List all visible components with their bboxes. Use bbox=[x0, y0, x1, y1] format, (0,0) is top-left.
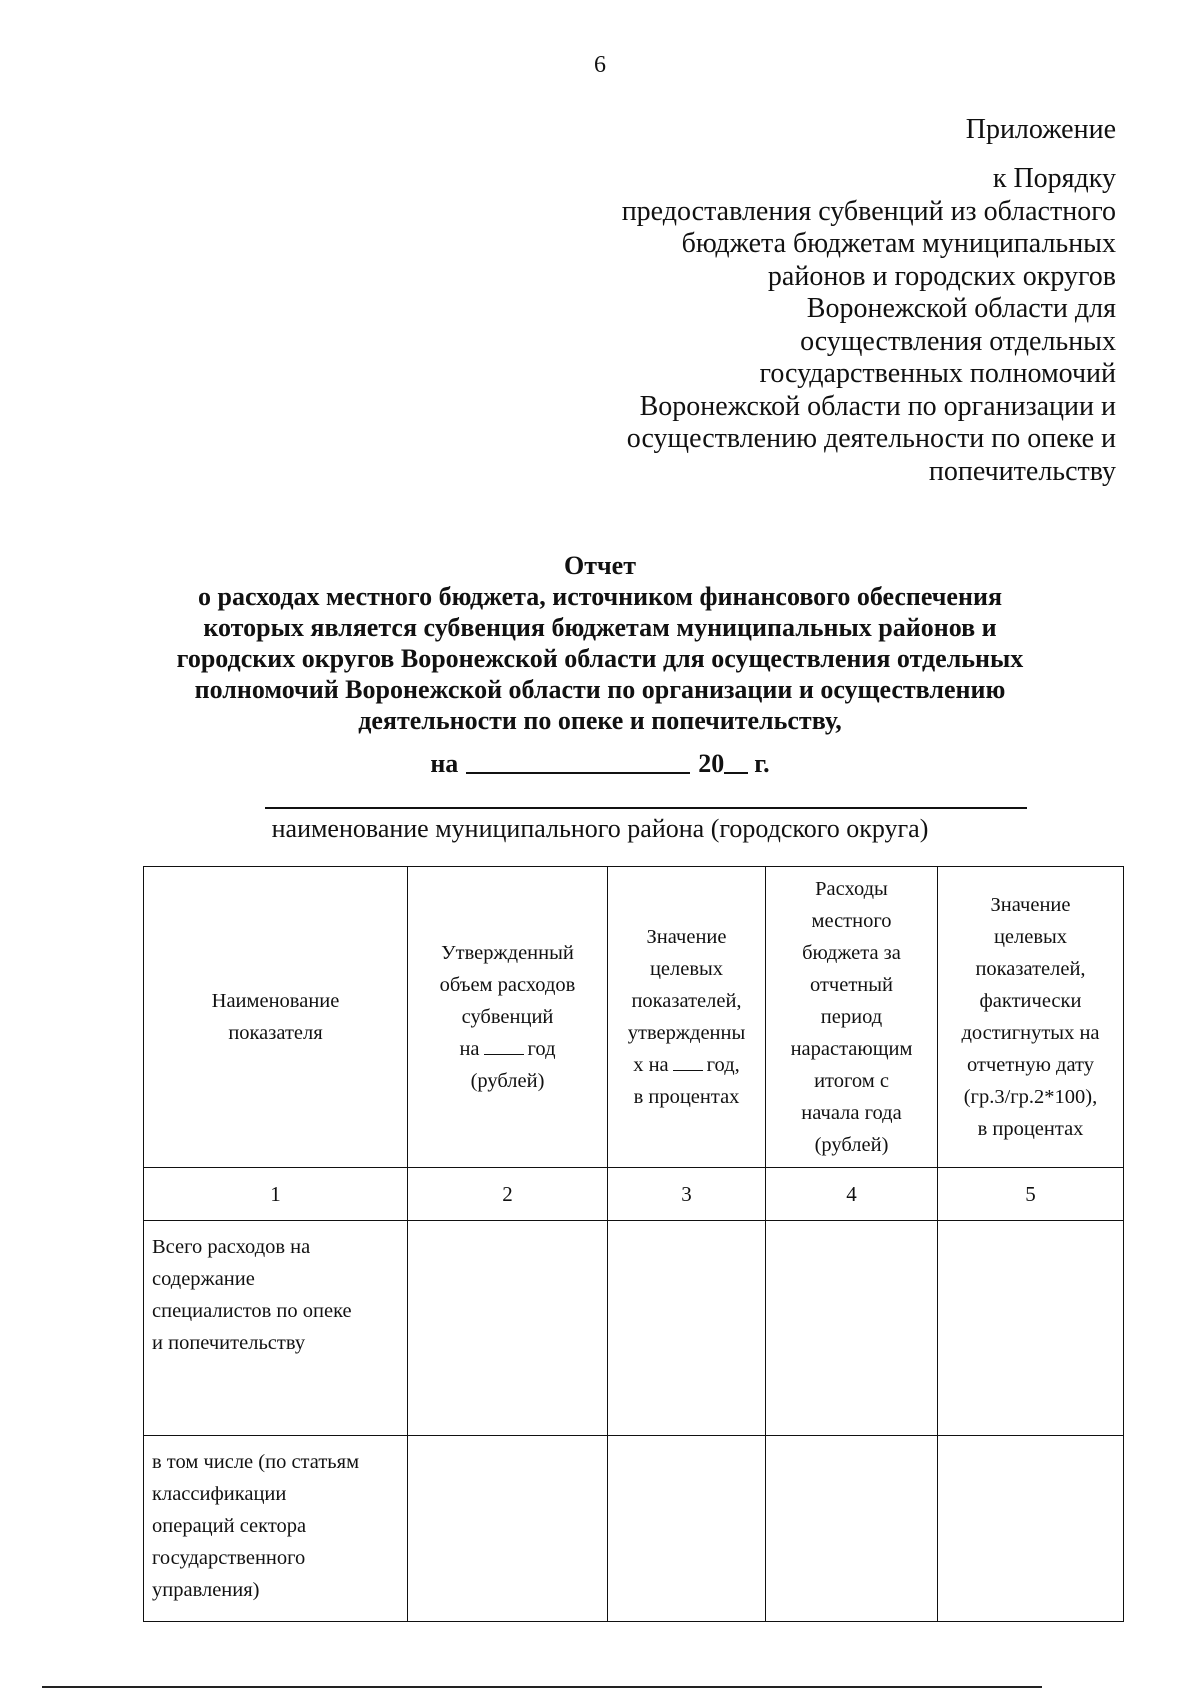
report-subtitle-line: которых является субвенция бюджетам муниципальных районов и bbox=[203, 613, 997, 642]
appendix-reference-line: районов и городских округов bbox=[767, 260, 1116, 292]
header-text-line: в процентах bbox=[633, 1086, 740, 1108]
header-text-line: показателя bbox=[228, 1022, 323, 1044]
header-indicator-name bbox=[144, 867, 408, 1168]
report-date-line bbox=[0, 748, 1200, 780]
row-label bbox=[144, 1221, 408, 1436]
header-text-line: показателей, bbox=[631, 990, 742, 1012]
row-label-line: и попечительству bbox=[152, 1332, 306, 1354]
header-text-line: утвержденны bbox=[627, 1022, 746, 1044]
header-text-line: бюджета за bbox=[802, 942, 901, 964]
table-header-row bbox=[144, 867, 1124, 1168]
column-number: 4 bbox=[766, 1168, 938, 1221]
header-text-line: (рублей) bbox=[470, 1070, 545, 1092]
appendix-reference-line: осуществлению деятельности по опеке и bbox=[626, 423, 1116, 454]
appendix-reference-line: к Порядку bbox=[992, 163, 1116, 194]
header-text-line: объем расходов bbox=[439, 974, 576, 996]
header-text-line: фактически bbox=[979, 990, 1082, 1012]
empty-cell[interactable] bbox=[608, 1221, 766, 1436]
municipality-blank-line[interactable] bbox=[265, 807, 1027, 809]
header-text-line: целевых bbox=[649, 958, 724, 980]
header-text-line bbox=[612, 1049, 761, 1081]
row-label-line: в том числе (по статьям bbox=[152, 1451, 360, 1473]
header-text-line: в процентах bbox=[977, 1118, 1084, 1140]
row-label-line: операций сектора bbox=[152, 1515, 307, 1537]
year-blank[interactable] bbox=[724, 772, 748, 774]
header-local-expenses bbox=[766, 867, 938, 1168]
row-label-line: классификации bbox=[152, 1483, 287, 1505]
page-number: 6 bbox=[594, 52, 606, 78]
year-blank[interactable] bbox=[673, 1070, 703, 1071]
date-year-prefix: 20 bbox=[698, 749, 725, 778]
header-text-line: нарастающим bbox=[790, 1038, 913, 1060]
report-subtitle-line: городских округов Воронежской области для осуществления отдельных bbox=[176, 644, 1024, 673]
row-label bbox=[144, 1436, 408, 1622]
appendix-reference-line: Воронежской области для bbox=[806, 293, 1116, 324]
header-target-approved bbox=[608, 867, 766, 1168]
report-table bbox=[143, 866, 1124, 1622]
header-text-line: (гр.3/гр.2*100), bbox=[963, 1086, 1098, 1108]
header-text-line: итогом с bbox=[814, 1070, 889, 1092]
row-label-line: содержание bbox=[152, 1268, 255, 1290]
column-number: 5 bbox=[938, 1168, 1124, 1221]
table-row bbox=[144, 1221, 1124, 1436]
appendix-reference-line: бюджета бюджетам муниципальных bbox=[681, 228, 1116, 259]
row-label-line: Всего расходов на bbox=[152, 1236, 311, 1258]
footer-rule bbox=[42, 1686, 1042, 1688]
report-subtitle-line: деятельности по опеке и попечительству, bbox=[358, 706, 842, 735]
header-text-line: местного bbox=[811, 910, 892, 932]
municipality-caption: наименование муниципального района (городского округа) bbox=[271, 814, 929, 843]
column-number: 3 bbox=[608, 1168, 766, 1221]
header-text-line: Наименование bbox=[211, 990, 340, 1012]
empty-cell[interactable] bbox=[766, 1221, 938, 1436]
year-blank[interactable] bbox=[484, 1054, 524, 1055]
appendix-reference-line: государственных полномочий bbox=[759, 358, 1116, 389]
date-blank[interactable] bbox=[466, 772, 690, 774]
header-text-line: отчетный bbox=[809, 974, 894, 996]
report-title: Отчет bbox=[564, 551, 636, 580]
column-number-row bbox=[144, 1168, 1124, 1221]
header-approved-subvention bbox=[408, 867, 608, 1168]
header-text-line: Утвержденный bbox=[441, 942, 574, 964]
header-text-fragment: х на bbox=[633, 1054, 669, 1076]
header-text-line: субвенций bbox=[461, 1006, 554, 1028]
header-text-line: целевых bbox=[993, 926, 1068, 948]
header-text-line: начала года bbox=[801, 1102, 902, 1124]
column-number: 1 bbox=[144, 1168, 408, 1221]
header-text-line bbox=[412, 1033, 603, 1065]
header-text-fragment: год bbox=[527, 1038, 556, 1060]
date-prefix: на bbox=[430, 749, 459, 778]
header-text-line: Значение bbox=[646, 926, 727, 948]
appendix-reference-line: осуществления отдельных bbox=[800, 325, 1116, 357]
empty-cell[interactable] bbox=[938, 1436, 1124, 1622]
appendix-reference-line: Воронежской области по организации и bbox=[639, 390, 1116, 422]
empty-cell[interactable] bbox=[408, 1436, 608, 1622]
header-text-line: показателей, bbox=[975, 958, 1086, 980]
table-row bbox=[144, 1436, 1124, 1622]
appendix-reference bbox=[556, 163, 1116, 488]
empty-cell[interactable] bbox=[608, 1436, 766, 1622]
header-text-fragment: год, bbox=[706, 1054, 740, 1076]
header-text-line: (рублей) bbox=[814, 1134, 889, 1156]
appendix-reference-line: попечительству bbox=[928, 455, 1116, 487]
header-text-line: Значение bbox=[990, 894, 1071, 916]
report-heading bbox=[0, 550, 1200, 736]
header-text-line: Расходы bbox=[815, 878, 888, 900]
empty-cell[interactable] bbox=[408, 1221, 608, 1436]
header-target-achieved bbox=[938, 867, 1124, 1168]
appendix-title: Приложение bbox=[965, 114, 1116, 145]
header-text-line: период bbox=[820, 1006, 883, 1028]
row-label-line: государственного bbox=[152, 1547, 306, 1569]
header-text-line: отчетную дату bbox=[967, 1054, 1094, 1076]
header-text-line: достигнутых на bbox=[961, 1022, 1100, 1044]
row-label-line: управления) bbox=[152, 1579, 260, 1601]
header-text-fragment: на bbox=[459, 1038, 480, 1060]
column-number: 2 bbox=[408, 1168, 608, 1221]
empty-cell[interactable] bbox=[766, 1436, 938, 1622]
report-subtitle-line: полномочий Воронежской области по организации и осуществлению bbox=[194, 675, 1006, 704]
report-subtitle-line: о расходах местного бюджета, источником финансового обеспечения bbox=[197, 582, 1003, 611]
row-label-line: специалистов по опеке bbox=[152, 1300, 352, 1322]
date-suffix: г. bbox=[754, 749, 770, 778]
empty-cell[interactable] bbox=[938, 1221, 1124, 1436]
appendix-reference-line: предоставления субвенций из областного bbox=[621, 195, 1116, 227]
